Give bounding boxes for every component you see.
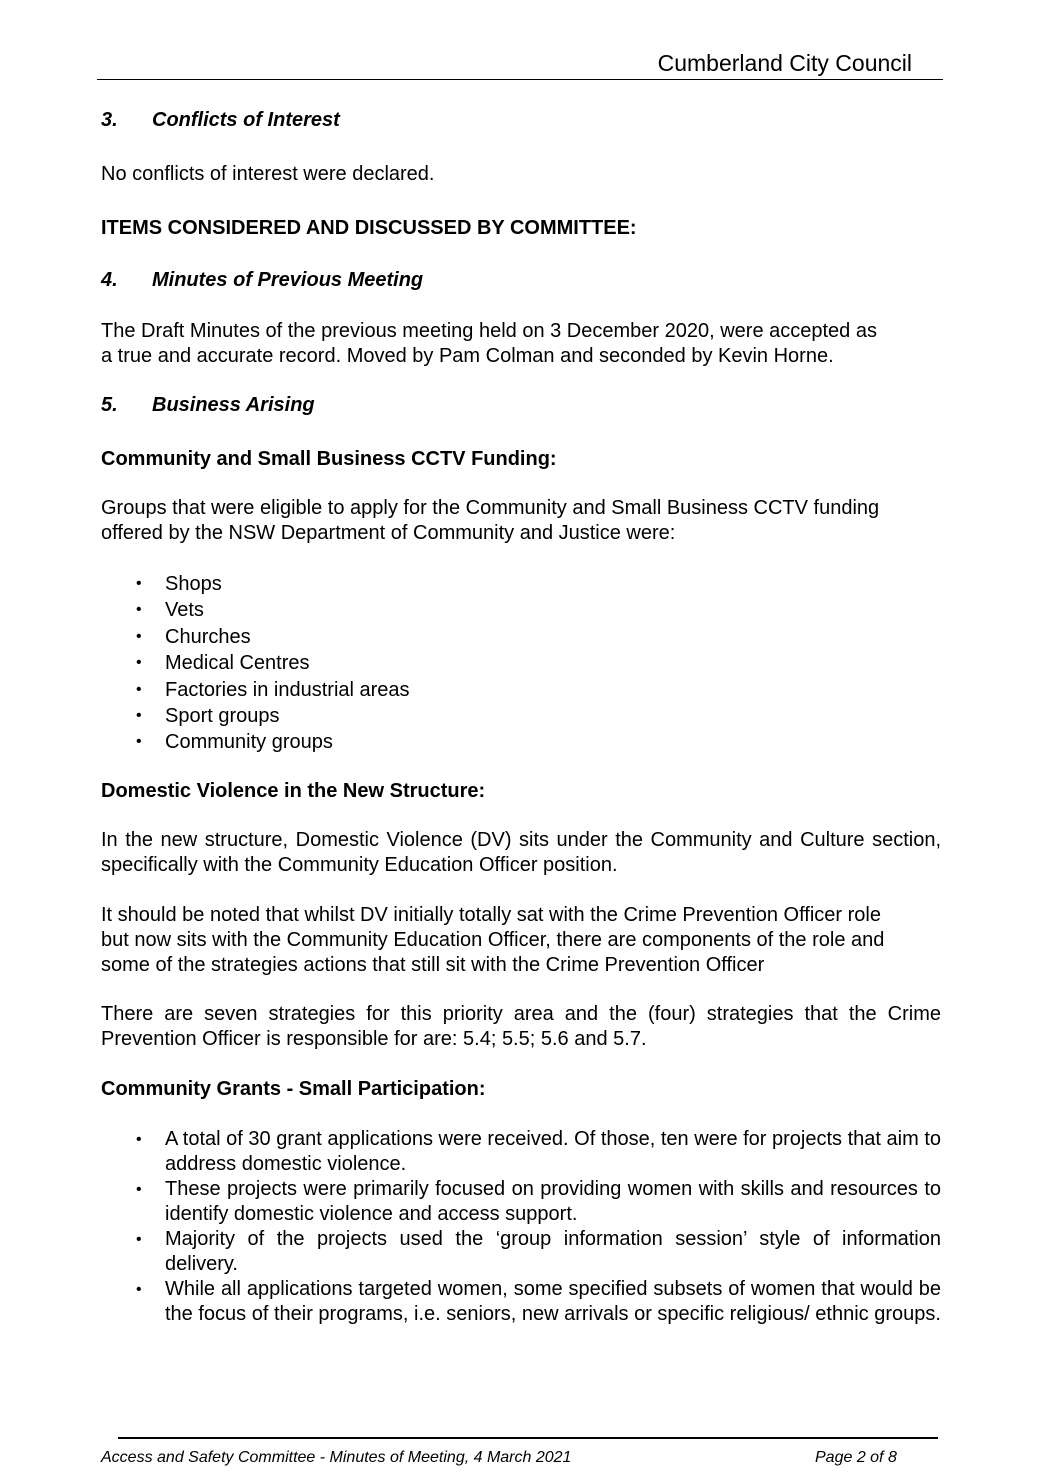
dv-paragraph-2-line-2: but now sits with the Community Education Officer, there are components of the role and [101,929,885,951]
list-item: • Community groups [101,729,941,755]
section-4-number: 4. [101,269,118,291]
grants-heading: Community Grants - Small Participation: [101,1078,486,1100]
bullet-icon: • [136,1231,142,1248]
dv-paragraph-2-line-1: It should be noted that whilst DV initially totally sat with the Crime Prevention Officer role [101,904,881,926]
cctv-heading: Community and Small Business CCTV Funding: [101,448,557,470]
eligible-groups-list [101,571,941,756]
dv-heading: Domestic Violence in the New Structure: [101,780,486,802]
bullet-icon: • [136,627,142,645]
list-item: • Medical Centres [101,650,941,676]
dv-paragraph-2-line-3: some of the strategies actions that still sit with the Crime Prevention Officer [101,954,765,976]
section-5-heading [101,393,315,417]
grants-points-list [101,1127,941,1327]
dv-paragraph-1: In the new structure, Domestic Violence (DV) sits under the Community and Culture section, specifically with the Community Education Officer position. [101,829,941,876]
list-item: • While all applications targeted women, some specified subsets of women that would be the focus of their programs, i.e. seniors, new arrivals or specific religious/ ethnic groups. [136,1278,941,1325]
section-3-body: No conflicts of interest were declared. [101,163,435,185]
bullet-icon: • [136,1281,142,1298]
cctv-line-1: Groups that were eligible to apply for the Community and Small Business CCTV funding [101,497,880,519]
items-heading: ITEMS CONSIDERED AND DISCUSSED BY COMMITTEE: [101,217,637,239]
section-3-heading [101,108,340,132]
header-organization: Cumberland City Council [657,50,912,76]
list-item: • Factories in industrial areas [101,677,941,703]
section-5-title: Business Arising [152,394,315,416]
bullet-icon: • [136,1181,142,1198]
header-divider [97,79,943,80]
bullet-icon: • [136,733,142,751]
bullet-icon: • [136,707,142,725]
section-4-heading [101,268,423,292]
footer-document-title: Access and Safety Committee - Minutes of Meeting, 4 March 2021 [101,1449,572,1466]
list-item: • Shops [101,571,941,597]
list-item: • Sport groups [101,703,941,729]
section-4-title: Minutes of Previous Meeting [152,269,424,291]
list-item: • Vets [101,597,941,623]
section-3-title: Conflicts of Interest [152,109,340,131]
footer-divider [118,1437,938,1439]
section-4-line-1: The Draft Minutes of the previous meeting held on 3 December 2020, were accepted as [101,320,877,342]
bullet-icon: • [136,575,142,592]
cctv-line-2: offered by the NSW Department of Community and Justice were: [101,522,676,544]
bullet-icon: • [136,654,142,672]
section-3-number: 3. [101,109,118,131]
dv-paragraph-3: There are seven strategies for this priority area and the (four) strategies that the Crime Prevention Officer is responsible for are: 5.4; 5.5; 5.6 and 5.7. [101,1003,941,1050]
list-item: • Majority of the projects used the ‘group information session’ style of information delivery. [136,1228,941,1275]
list-item: • Churches [101,624,941,650]
bullet-icon: • [136,601,142,619]
bullet-icon: • [136,1131,142,1148]
bullet-icon: • [136,680,142,698]
list-item: • These projects were primarily focused on providing women with skills and resources to identify domestic violence and access support. [136,1178,941,1225]
list-item: • A total of 30 grant applications were received. Of those, ten were for projects that aim to address domestic violence. [136,1128,941,1175]
section-5-number: 5. [101,394,118,416]
footer-page-number: Page 2 of 8 [815,1449,897,1466]
section-4-line-2: a true and accurate record. Moved by Pam Colman and seconded by Kevin Horne. [101,345,834,367]
